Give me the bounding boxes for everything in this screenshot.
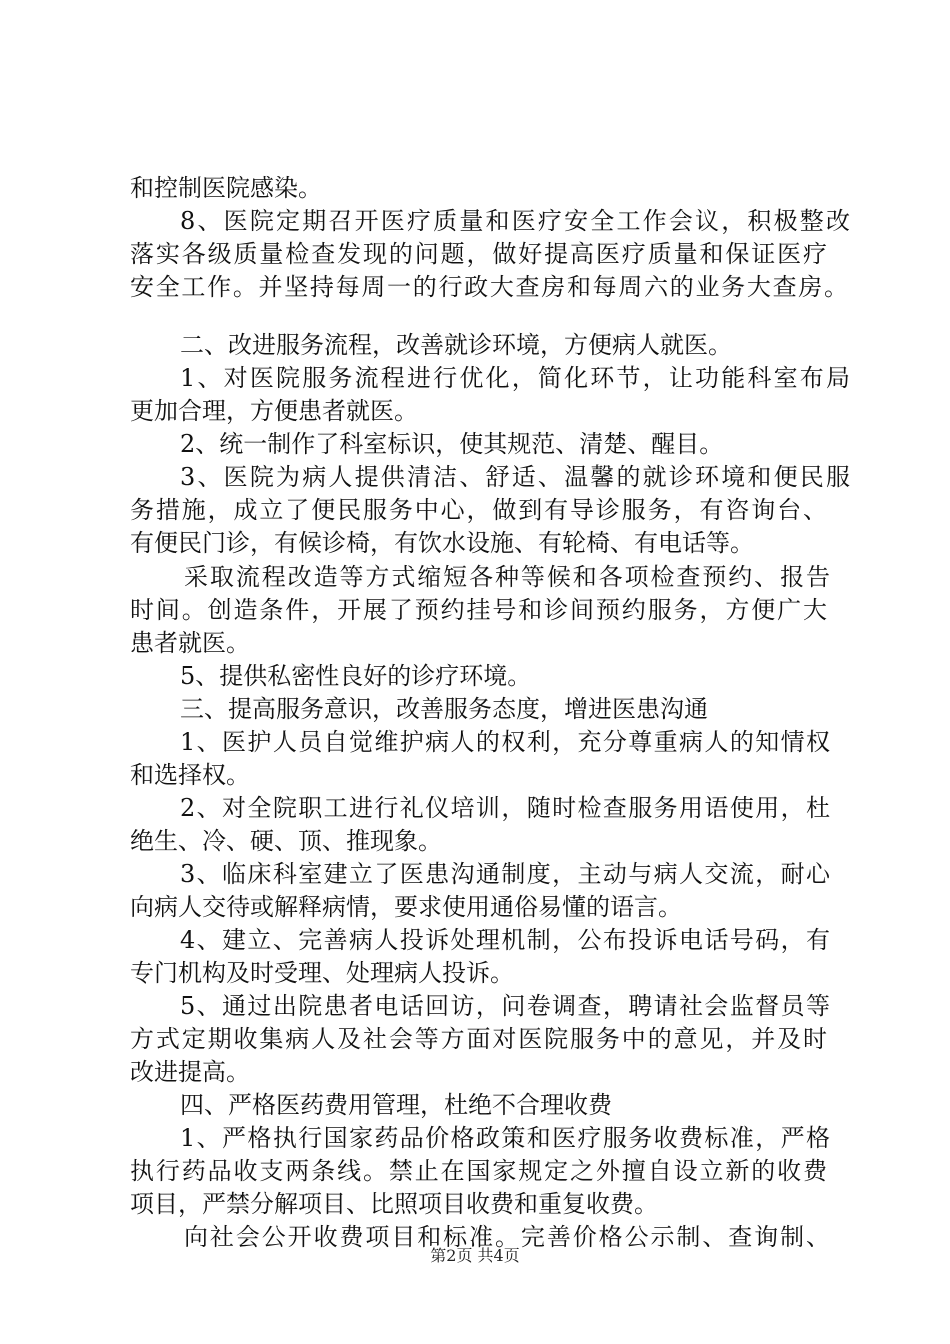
text-line: 务措施，成立了便民服务中心，做到有导诊服务，有咨询台、 [130, 496, 827, 524]
text-line: 落实各级质量检查发现的问题，做好提高医疗质量和保证医疗 [130, 240, 827, 268]
text-line: 专门机构及时受理、处理病人投诉。 [130, 959, 514, 987]
text-line: 安全工作。并坚持每周一的行政大查房和每周六的业务大查房。 [130, 273, 848, 301]
text-line: 1、医护人员自觉维护病人的权利，充分尊重病人的知情权 [180, 728, 830, 756]
text-line: 和选择权。 [130, 761, 250, 789]
text-line: 四、严格医药费用管理，杜绝不合理收费 [180, 1091, 612, 1119]
text-line: 患者就医。 [130, 629, 250, 657]
text-line: 5、通过出院患者电话回访，问卷调查，聘请社会监督员等 [180, 992, 830, 1020]
text-line: 2、统一制作了科室标识，使其规范、清楚、醒目。 [180, 430, 724, 458]
text-line: 8、医院定期召开医疗质量和医疗安全工作会议，积极整改 [180, 207, 850, 235]
text-line: 三、提高服务意识，改善服务态度，增进医患沟通 [180, 695, 708, 723]
text-line: 绝生、冷、硬、顶、推现象。 [130, 827, 442, 855]
text-line: 5、提供私密性良好的诊疗环境。 [180, 662, 532, 690]
text-line: 方式定期收集病人及社会等方面对医院服务中的意见，并及时 [130, 1025, 827, 1053]
text-line: 向病人交待或解释病情，要求使用通俗易懂的语言。 [130, 893, 682, 921]
text-line: 2、对全院职工进行礼仪培训，随时检查服务用语使用，杜 [180, 794, 830, 822]
text-line: 项目，严禁分解项目、比照项目收费和重复收费。 [130, 1190, 658, 1218]
text-line: 4、建立、完善病人投诉处理机制，公布投诉电话号码，有 [180, 926, 830, 954]
text-line: 执行药品收支两条线。禁止在国家规定之外擅自设立新的收费 [130, 1157, 827, 1185]
text-line: 采取流程改造等方式缩短各种等候和各项检查预约、报告 [184, 563, 830, 591]
text-line: 向社会公开收费项目和标准。完善价格公示制、查询制、 [184, 1223, 830, 1251]
text-line: 3、临床科室建立了医患沟通制度，主动与病人交流，耐心 [180, 860, 830, 888]
text-line: 1、严格执行国家药品价格政策和医疗服务收费标准，严格 [180, 1124, 830, 1152]
text-line: 二、改进服务流程，改善就诊环境，方便病人就医。 [180, 331, 732, 359]
text-line: 时间。创造条件，开展了预约挂号和诊间预约服务，方便广大 [130, 596, 827, 624]
text-line: 有便民门诊，有候诊椅，有饮水设施、有轮椅、有电话等。 [130, 529, 754, 557]
page-footer: 第2页 共4页 [430, 1246, 520, 1265]
text-line: 1、对医院服务流程进行优化，简化环节，让功能科室布局 [180, 364, 850, 392]
text-line: 3、医院为病人提供清洁、舒适、温馨的就诊环境和便民服 [180, 463, 850, 491]
text-line: 和控制医院感染。 [130, 174, 322, 202]
text-line: 更加合理，方便患者就医。 [130, 397, 418, 425]
text-line: 改进提高。 [130, 1058, 250, 1086]
